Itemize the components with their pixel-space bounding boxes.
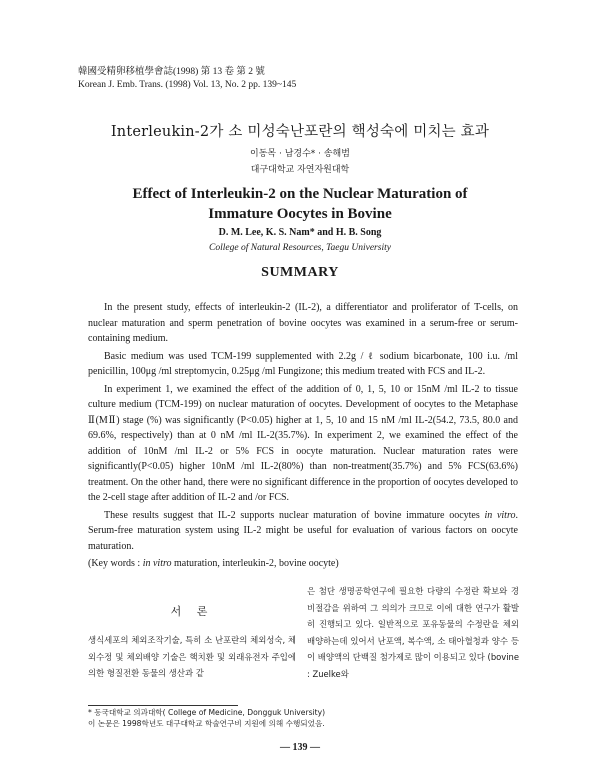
title-english [0,184,600,224]
footnotes [88,707,418,729]
summary-paragraph-1: In the present study, effects of interleukin-2 (IL-2), a differentiator and proliferator of T-cells, on nuclear maturation and sperm penetration of bovine oocytes was examined in a serum-free or serum-containing medium. [88,302,518,344]
authors-english: D. M. Lee, K. S. Nam* and H. B. Song [218,227,382,238]
footnote-affiliation: * 동국대학교 의과대학( College of Medicine, Dongguk University) [88,708,326,717]
summary-p4-text-a: These results suggest that IL-2 supports nuclear maturation of bovine immature oocytes [104,509,485,521]
intro-left-text: 생식세포의 체외조작기술, 특히 소 난포란의 체외성숙, 체외수정 및 체외배양 기술은 핵치환 및 외래유전자 주입에 의한 형질전환 동물의 생산과 같 [88,635,296,678]
authors-korean: 이동목 · 남경수* · 송해범 [250,149,350,159]
summary-heading: SUMMARY [261,265,339,280]
intro-right-text: 은 첨단 생명공학연구에 필요한 다량의 수정란 확보와 경비절감을 위하여 그 의의가 크므로 이에 대한 연구가 활발히 진행되고 있다. 일반적으로 포유동물의 수정란을 체외배양하는데 있어서 난포액, 복수액, 소 태아혈청과 양수 등이 배양액의 단백질 첨가제로 많이 이용되고 있다 (bovine : Zuelke와 [307,586,519,679]
intro-column-left [88,632,296,682]
intro-column-right [307,583,519,682]
keywords-label: (Key words : [88,558,143,569]
journal-header [78,66,296,92]
summary-body [88,300,518,574]
footnote-funding: 이 논문은 1998학년도 대구대학교 학술연구비 지원에 의해 수행되었음. [88,719,325,728]
page-number: — 139 — [280,742,320,753]
summary-paragraph-4 [88,508,518,555]
keywords [88,556,518,572]
summary-paragraph-2: Basic medium was used TCM-199 supplemented with 2.2g / ℓ sodium bicarbonate, 100 i.u. /ml penicillin, 100μg /ml streptomycin, 0.25μg /ml Fungizone; this medium treated with FCS and IL-2. [88,350,518,377]
summary-paragraph-3: In experiment 1, we examined the effect of the addition of 0, 1, 5, 10 or 15nM /ml IL-2 to tissue culture medium (TCM-199) on nuclear maturation of oocytes. Development of oocytes to the Metaphase Ⅱ(MⅡ) stage (%) was significantly (P<0.05) higher at 1, 5, 10 and 15 nM /ml IL-2(54.2, 73.5, 80.0 and 69.6%, respectively) than at 0 nM /ml IL-2(35.7%). In experiment 2, we examined the effect of the addition of 10nM /ml IL-2 or 5% FCS in oocyte maturation. Nuclear maturation rates were significantly(P<0.05) higher 10nM /ml IL-2(80%) than non-treatment(35.7%) and 5% FCS(63.6%) treatment. On the other hand, there were no significant difference in the proportion of oocytes developed to the 2-cell stage after addition of IL-2 and /or FCS. [88,383,518,503]
journal-citation-english: Korean J. Emb. Trans. (1998) Vol. 13, No. 2 pp. 139~145 [78,80,297,90]
title-korean: Interleukin-2가 소 미성숙난포란의 핵성숙에 미치는 효과 [110,124,490,140]
title-english-line1: Effect of Interleukin-2 on the Nuclear Maturation of [132,186,468,202]
summary-p4-italic: in vitro [484,509,516,521]
institution-korean: 대구대학교 자연자원대학 [250,165,350,175]
section-heading-introduction: 서 론 [170,605,214,618]
institution-english: College of Natural Resources, Taegu University [209,243,391,253]
summary-p4-text-c: . Serum-free maturation system using IL-2 might be useful for evaluation of various factors on oocyte maturation. [88,509,518,552]
title-english-line2: Immature Oocytes in Bovine [208,206,392,222]
footnote-divider [88,705,238,706]
keywords-italic: in vitro [142,558,172,569]
keywords-rest: maturation, interleukin-2, bovine oocyte) [171,558,339,569]
journal-citation-korean: 韓國受精卵移植學會誌(1998) 第 13 卷 第 2 號 [78,67,265,77]
